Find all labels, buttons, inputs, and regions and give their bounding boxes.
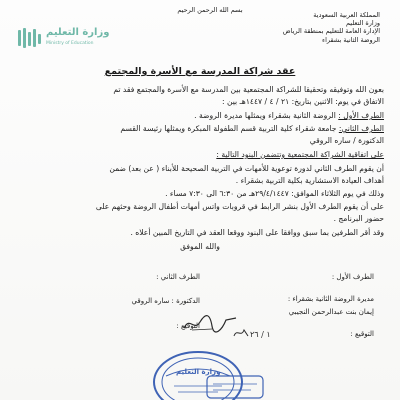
terms-heading: على اتفاقية الشراكة المجتمعية وتتضمن البنود التالية : xyxy=(216,150,384,159)
first-party-line xyxy=(12,111,384,120)
intro-line-1: بعون الله وتوفيقه وتحقيقا للشراكة المجتمعية بين المدرسة مع الأسرة والمجتمع فقد تم xyxy=(113,85,384,94)
second-party-signature-label: التوقيع : xyxy=(176,322,200,330)
term-line-3: وذلك في يوم الثلاثاء الموافق: ٢٩/٤/١٤٤٧هـ من ٦:٣٠ الى ٧:٣٠ مساء . xyxy=(165,189,384,198)
term-line-5: حضور البرنامج . xyxy=(333,214,384,223)
first-party-org: مديرة الروضة الثانية بشقراء : xyxy=(287,295,374,303)
second-party-title: الطرف الثاني : xyxy=(156,273,200,281)
kingdom-line: المملكة العربية السعودية xyxy=(313,11,380,19)
ministry-logo-icon xyxy=(16,26,42,50)
second-party-label: الطرف الثاني: xyxy=(338,124,384,133)
term-line-4: على أن يقوم الطرف الأول بنشر الرابط في قروبات واتس أمهات أطفال الروضة وحثهم على xyxy=(95,202,384,211)
first-party-signature-label: التوقيع : xyxy=(350,330,374,338)
handwritten-signature xyxy=(182,312,238,334)
intro-line-2: الاتفاق في يوم: الاثنين بتاريخ: ٢١ / ٤ / ١٤٤٧هـ بين : xyxy=(222,97,384,106)
ministry-logo xyxy=(16,26,110,52)
institution-header xyxy=(240,11,380,44)
directorate-line: الإدارة العامة للتعليم بمنطقة الرياض xyxy=(282,27,380,36)
first-party-label: الطرف الأول : xyxy=(338,111,384,120)
first-party-title: الطرف الأول : xyxy=(331,273,374,281)
first-party-date: ١ / ٢٦ xyxy=(250,330,271,339)
first-party-name: إيمان بنت عبدالرحمن النجيبي xyxy=(288,308,374,316)
second-party-representative: الدكتورة / ساره الروقي xyxy=(309,136,384,145)
school-line: الروضة الثانية بشقراء xyxy=(322,35,380,44)
ministry-line: وزارة التعليم xyxy=(345,19,380,28)
secondary-stamp xyxy=(205,372,265,400)
term-line-1: أن يقوم الطرف الثاني لدورة توعوية للأمهات في التربية الصحيحة للأبناء ( عن بعد) ضمن xyxy=(109,164,384,173)
term-line-2: أهداف العيادة الاستشارية بكلية التربية بشقراء . xyxy=(235,176,384,185)
basmala: بسم الله الرحمن الرحيم xyxy=(177,6,243,14)
first-party-text: الروضة الثانية بشقراء ويمثلها مديرة الروضة . xyxy=(194,111,339,120)
agreement-line: وقد أقر الطرفين بما سبق ووافقا على البنود ووقعا العقد في التاريخ المبين أعلاه . xyxy=(130,228,384,237)
logo-text-english: Ministry of Education xyxy=(46,41,94,46)
closing-line: والله الموفق xyxy=(180,242,220,251)
second-party-name: الدكتورة : ساره الروقي xyxy=(131,297,200,305)
logo-text-arabic: وزارة التعليم xyxy=(46,27,110,38)
document-title: عقد شراكة المدرسة مع الأسرة والمجتمع xyxy=(104,66,296,77)
stamp-text: وزارة التعليم xyxy=(176,368,221,376)
second-party-line xyxy=(12,124,384,133)
second-party-text: جامعة شقراء كلية التربية قسم الطفولة المبكرة ويمثلها رئيسة القسم xyxy=(120,124,339,133)
